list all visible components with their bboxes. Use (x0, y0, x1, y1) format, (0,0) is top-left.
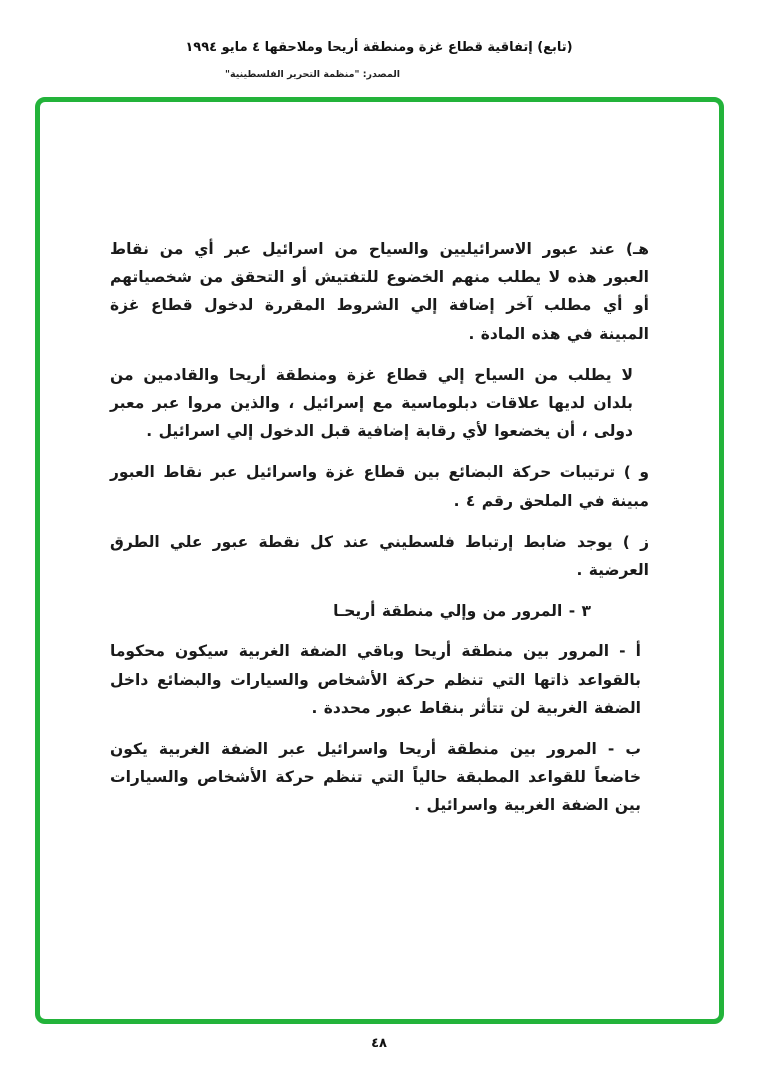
document-frame (35, 97, 724, 1024)
paragraph-clause-z: ز ) يوجد ضابط إرتباط فلسطيني عند كل نقطة عبور علي الطرق العرضية . (110, 532, 649, 580)
document-body (110, 235, 649, 820)
section-3-heading: ٣ - المرور من وإلي منطقة أريحـا (333, 602, 591, 621)
paragraph-tourists: لا يطلب من السياح إلي قطاع غزة ومنطقة أريحا والقادمين من بلدان لديها علاقات دبلوماسية مع إسرائيل ، والذين مروا عبر معبر دولى ، أن يخضعوا لأي رقابة إضافية قبل الدخول إلي اسرائيل . (110, 365, 633, 441)
paragraph-clause-b: ب - المرور بين منطقة أريحا واسرائيل عبر الضفة الغربية يكون خاضعاً للقواعد المطبقة حالياً التي تنظم حركة الأشخاص والسيارات بين الضفة الغربية واسرائيل . (110, 740, 641, 815)
paragraph-clause-w: و ) ترتيبات حركة البضائع بين قطاع غزة واسرائيل عبر نقاط العبور مبينة في الملحق رقم ٤ . (110, 463, 649, 510)
paragraph-clause-h: هـ) عند عبور الاسرائيليين والسياح من اسرائيل عبر أي من نقاط العبور هذه لا يطلب منهم الخضوع للتفتيش أو التحقق من شخصياتهم أو أي مطلب آخر إضافة إلي الشروط المقررة لدخول قطاع غزة المبينة في هذه المادة . (110, 240, 649, 343)
document-title: (تابع) إتفاقية قطاع غزة ومنطقة أريحا وملاحقها ٤ مايو ١٩٩٤ (185, 40, 573, 55)
source-line: المصدر: "منظمة التحرير الفلسطينية" (225, 69, 401, 80)
paragraph-clause-a: أ - المرور بين منطقة أريحا وباقي الضفة الغربية سيكون محكوما بالقواعد ذاتها التي تنظم حركة الأشخاص والسيارات والبضائع داخل الضفة الغربية لن تتأثر بنقاط عبور محددة . (110, 642, 641, 717)
page-number: ٤٨ (371, 1036, 387, 1051)
